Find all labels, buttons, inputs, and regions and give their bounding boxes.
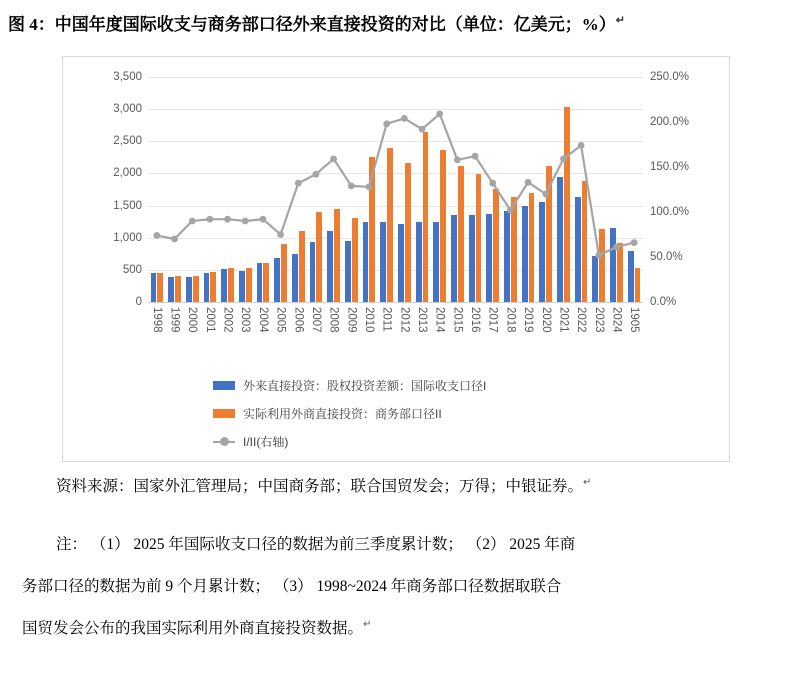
x-axis-tick-label: 2019 (522, 307, 535, 333)
line-marker-series3 (295, 180, 302, 187)
note-line-3-mark: ↵ (363, 618, 372, 630)
x-axis-tick-label: 2010 (362, 307, 375, 333)
line-marker-series3 (206, 216, 213, 223)
source-note-text: 资料来源：国家外汇管理局；中国商务部；联合国贸发会；万得；中银证券。 (56, 478, 584, 495)
x-axis-tick-label: 2003 (239, 307, 252, 333)
line-marker-series3 (313, 171, 320, 178)
note-line-3-text: 国贸发会公布的我国实际利用外商直接投资数据。 (22, 620, 364, 637)
y2-axis-tick-label: 0.0% (650, 296, 677, 308)
x-axis-tick-label: 1998 (150, 307, 163, 333)
x-axis-labels (148, 302, 643, 362)
y2-axis-tick-label: 250.0% (650, 71, 690, 83)
y2-axis-tick-label: 50.0% (650, 251, 683, 263)
title-mark: ↵ (615, 14, 625, 27)
note-line-2 (22, 572, 767, 601)
line-marker-series3 (525, 179, 532, 186)
line-marker-series3 (171, 236, 178, 243)
line-marker-series3 (507, 207, 514, 214)
line-marker-series3 (401, 115, 408, 122)
x-axis-tick-label: 1999 (168, 307, 181, 333)
line-marker-series3 (153, 232, 160, 239)
x-axis-tick-label: 2002 (221, 307, 234, 333)
line-marker-series3 (595, 252, 602, 259)
x-axis-tick-label: 2006 (292, 307, 305, 333)
chart-legend (213, 377, 633, 461)
x-axis-tick-label: 2009 (345, 307, 358, 333)
x-axis-tick-label: 2022 (575, 307, 588, 333)
y-axis-tick-label: 2,500 (113, 135, 142, 148)
figure-title (8, 10, 783, 35)
y-axis-tick-label: 1,000 (113, 231, 142, 244)
x-axis-tick-label: 2008 (327, 307, 340, 333)
y2-axis-tick-label: 150.0% (650, 161, 690, 173)
line-marker-series3 (419, 126, 426, 133)
line-marker-series3 (366, 183, 373, 190)
x-axis-tick-label: 2005 (274, 307, 287, 333)
x-axis-tick-label: 2018 (504, 307, 517, 333)
chart-plot-area (113, 71, 690, 333)
legend-item-series3 (213, 433, 633, 450)
x-axis-tick-label: 1905 (628, 307, 641, 333)
x-axis-tick-label: 2023 (592, 307, 605, 333)
line-marker-series3 (224, 216, 231, 223)
line-marker-series3 (330, 156, 337, 163)
x-axis-tick-label: 2024 (610, 307, 623, 333)
line-series-layer (148, 77, 643, 302)
chart-container (62, 56, 730, 462)
x-axis-tick-label: 2012 (398, 307, 411, 333)
x-axis-tick-label: 2016 (469, 307, 482, 333)
legend-swatch-series2 (213, 409, 235, 418)
note-line-2-text: 务部口径的数据为前 9 个月累计数； （3） 1998~2024 年商务部口径数据取联合 (22, 578, 562, 595)
x-axis-tick-label: 2004 (256, 307, 269, 333)
x-axis-tick-label: 2015 (451, 307, 464, 333)
x-axis-tick-label: 2014 (433, 307, 446, 333)
legend-label-series3: I/II(右轴) (243, 435, 289, 449)
line-marker-series3 (436, 111, 443, 118)
note-line-1-text: 注： （1） 2025 年国际收支口径的数据为前三季度累计数； （2） 2025 年商 (56, 536, 576, 553)
note-line-1 (56, 530, 756, 559)
x-axis-tick-label: 2007 (309, 307, 322, 333)
line-marker-series3 (348, 183, 355, 190)
line-path-series3 (157, 114, 634, 255)
y2-axis-tick-label: 200.0% (650, 116, 690, 128)
line-marker-series3 (242, 218, 249, 225)
line-marker-series3 (189, 218, 196, 225)
x-axis-tick-label: 2020 (539, 307, 552, 333)
line-marker-series3 (560, 156, 567, 163)
legend-swatch-series1 (213, 381, 235, 390)
line-marker-series3 (454, 156, 461, 163)
legend-item-series1 (213, 377, 633, 394)
x-axis-tick-label: 2000 (186, 307, 199, 333)
line-marker-series3 (613, 244, 620, 251)
figure-title-text: 图 4：中国年度国际收支与商务部口径外来直接投资的对比（单位：亿美元；%） (8, 15, 616, 34)
legend-label-series1: 外来直接投资：股权投资差额：国际收支口径I (243, 379, 487, 393)
y-axis-tick-label: 3,500 (113, 71, 142, 83)
source-note (56, 472, 756, 501)
legend-swatch-series3 (213, 437, 235, 446)
legend-item-series2 (213, 405, 633, 422)
note-line-3 (22, 614, 767, 643)
x-axis-tick-label: 2001 (203, 307, 216, 333)
y2-axis-tick-label: 100.0% (650, 206, 690, 218)
line-marker-series3 (472, 153, 479, 160)
y-axis-tick-label: 3,000 (113, 103, 142, 116)
x-axis-tick-label: 2013 (416, 307, 429, 333)
grid-line (148, 302, 643, 303)
legend-label-series2: 实际利用外商直接投资：商务部口径II (243, 407, 442, 421)
y-axis-tick-label: 1,500 (113, 199, 142, 212)
line-marker-series3 (260, 216, 267, 223)
line-marker-series3 (277, 231, 284, 238)
line-marker-series3 (578, 142, 585, 149)
x-axis-tick-label: 2021 (557, 307, 570, 333)
y-axis-tick-label: 500 (122, 263, 142, 276)
line-marker-series3 (542, 191, 549, 198)
x-axis-tick-label: 2011 (380, 307, 393, 332)
x-axis-tick-label: 2017 (486, 307, 499, 333)
y-axis-tick-label: 2,000 (113, 167, 142, 180)
line-marker-series3 (383, 120, 390, 127)
line-marker-series3 (489, 180, 496, 187)
source-note-mark: ↵ (583, 476, 592, 488)
line-marker-series3 (631, 239, 638, 246)
y-axis-tick-label: 0 (135, 296, 142, 308)
